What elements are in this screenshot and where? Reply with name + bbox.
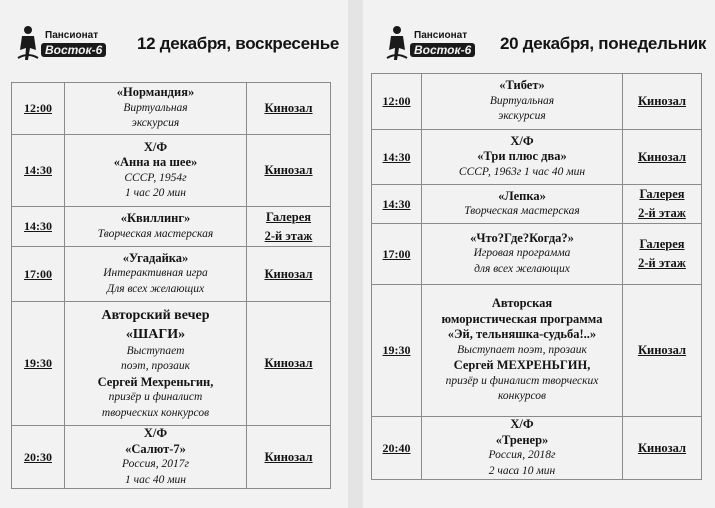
event-row — [372, 285, 702, 417]
event-time: 12:00 — [12, 83, 65, 135]
event-line: «ШАГИ» — [125, 326, 186, 342]
event-row — [372, 417, 702, 480]
event-line: Творческая мастерская — [464, 205, 580, 217]
event-row — [12, 302, 331, 426]
location-line: Галерея — [639, 237, 685, 251]
event-time: 20:30 — [12, 426, 65, 489]
event-line: Х/Ф — [143, 139, 168, 154]
event-time: 12:00 — [372, 74, 422, 130]
event-row — [372, 224, 702, 285]
event-line: СССР, 1963г 1 час 40 мин — [458, 165, 586, 178]
event-line: Выступает — [126, 344, 185, 357]
event-line: Х/Ф — [510, 133, 534, 148]
event-line: «Эй, тельняшка-судьба!..» — [447, 327, 597, 342]
event-line: Интерактивная игра — [103, 267, 208, 280]
event-location — [247, 83, 331, 135]
event-time: 14:30 — [12, 135, 65, 207]
location-line: Кинозал — [637, 440, 687, 455]
event-line: «Нормандия» — [116, 85, 195, 100]
event-line: Виртуальная — [123, 101, 188, 114]
event-description — [422, 224, 623, 285]
event-description — [422, 130, 623, 185]
event-location — [623, 285, 702, 417]
event-row — [372, 74, 702, 130]
location-line: Галерея — [639, 187, 685, 201]
event-time: 20:40 — [372, 417, 422, 480]
event-row — [12, 247, 331, 302]
event-line: 1 час 20 мин — [124, 187, 186, 199]
event-description — [422, 185, 623, 224]
event-line: Сергей Мехреньгин, — [97, 374, 214, 389]
pension-logo — [16, 24, 103, 66]
event-line: призёр и финалист — [108, 391, 203, 404]
location-line: Кинозал — [264, 266, 313, 281]
event-line: Х/Ф — [143, 426, 168, 440]
location-line: 2-й этаж — [638, 256, 686, 270]
event-line: 2 часа 10 мин — [488, 464, 556, 477]
location-line: Кинозал — [637, 94, 687, 108]
event-location — [247, 247, 331, 302]
logo-brand-name: Восток-6 — [41, 43, 106, 57]
event-description — [422, 417, 623, 480]
location-line: Кинозал — [264, 356, 313, 370]
event-line: СССР, 1954г — [124, 171, 187, 184]
event-line: «Что?Где?Когда?» — [470, 230, 574, 245]
event-time: 14:30 — [372, 130, 422, 185]
event-line: «Лепка» — [498, 188, 546, 203]
event-row — [12, 135, 331, 207]
event-location — [623, 130, 702, 185]
event-line: Россия, 2018г — [488, 449, 556, 461]
event-line: «Тренер» — [495, 432, 549, 447]
location-line: Кинозал — [264, 449, 313, 464]
event-location — [623, 74, 702, 130]
event-line: Х/Ф — [510, 417, 534, 431]
logo-pension-label: Пансионат — [414, 30, 468, 41]
event-description — [65, 302, 247, 426]
location-line: Кинозал — [264, 163, 313, 177]
dancer-icon — [385, 24, 409, 62]
event-time: 17:00 — [12, 247, 65, 302]
event-row — [12, 426, 331, 489]
event-line: «Салют-7» — [125, 441, 186, 456]
event-location — [623, 417, 702, 480]
schedule-sheet-dec-12 — [0, 0, 348, 486]
event-line: экскурсия — [498, 110, 546, 123]
sheet-header — [363, 0, 715, 78]
event-line: Игровая программа — [473, 247, 571, 260]
event-location — [247, 135, 331, 207]
event-line: поэт, прозаик — [120, 360, 191, 373]
event-description — [422, 74, 623, 130]
event-line: Сергей МЕХРЕНЬГИН, — [453, 358, 591, 373]
event-description — [422, 285, 623, 417]
event-line: призёр и финалист творческих — [445, 374, 599, 387]
date-title: 20 декабря, понедельник — [500, 34, 707, 53]
event-time: 19:30 — [12, 302, 65, 426]
event-line: Авторский вечер — [101, 307, 210, 323]
event-line: Авторская — [491, 296, 553, 311]
date-title: 12 декабря, воскресенье — [137, 34, 340, 53]
location-line: Кинозал — [264, 101, 313, 115]
location-line: Галерея — [265, 209, 312, 224]
event-row — [372, 185, 702, 224]
event-line: «Тибет» — [499, 78, 545, 93]
location-line: 2-й этаж — [638, 206, 686, 220]
event-row — [372, 130, 702, 185]
event-line: экскурсия — [131, 117, 180, 130]
event-time: 17:00 — [372, 224, 422, 285]
pension-logo — [385, 24, 472, 66]
event-description — [65, 247, 247, 302]
event-time: 19:30 — [372, 285, 422, 417]
schedule-table — [371, 73, 702, 480]
event-line: «Три плюс два» — [477, 149, 567, 164]
logo-brand-name: Восток-6 — [410, 43, 475, 57]
event-line: для всех желающих — [474, 262, 570, 275]
page-gap — [348, 0, 363, 508]
event-description — [65, 83, 247, 135]
location-line: 2-й этаж — [264, 228, 313, 243]
event-location — [247, 207, 331, 247]
dancer-icon — [16, 24, 40, 62]
event-row — [12, 207, 331, 247]
event-line: Россия, 2017г — [122, 458, 189, 470]
sheet-header — [0, 0, 348, 78]
logo-pension-label: Пансионат — [45, 30, 99, 41]
event-time: 14:30 — [12, 207, 65, 247]
event-line: Выступает поэт, прозаик — [457, 343, 587, 356]
schedule-table — [11, 82, 331, 489]
event-description — [65, 426, 247, 489]
location-line: Кинозал — [637, 343, 687, 357]
event-line: 1 час 40 мин — [124, 473, 186, 486]
event-description — [65, 207, 247, 247]
schedule-sheet-dec-20 — [363, 0, 715, 477]
event-line: конкурсов — [497, 390, 547, 403]
event-location — [247, 426, 331, 489]
location-line: Кинозал — [637, 149, 687, 164]
event-location — [623, 185, 702, 224]
event-line: Творческая мастерская — [97, 227, 214, 240]
event-line: «Угадайка» — [122, 250, 189, 265]
event-line: Для всех желающих — [106, 282, 205, 295]
event-description — [65, 135, 247, 207]
event-line: «Анна на шее» — [113, 155, 198, 169]
event-location — [247, 302, 331, 426]
event-location — [623, 224, 702, 285]
event-line: Виртуальная — [489, 94, 555, 107]
event-row — [12, 83, 331, 135]
event-time: 14:30 — [372, 185, 422, 224]
event-line: юмористическая программа — [441, 311, 603, 326]
event-line: «Квиллинг» — [120, 211, 191, 225]
event-line: творческих конкурсов — [101, 406, 210, 419]
